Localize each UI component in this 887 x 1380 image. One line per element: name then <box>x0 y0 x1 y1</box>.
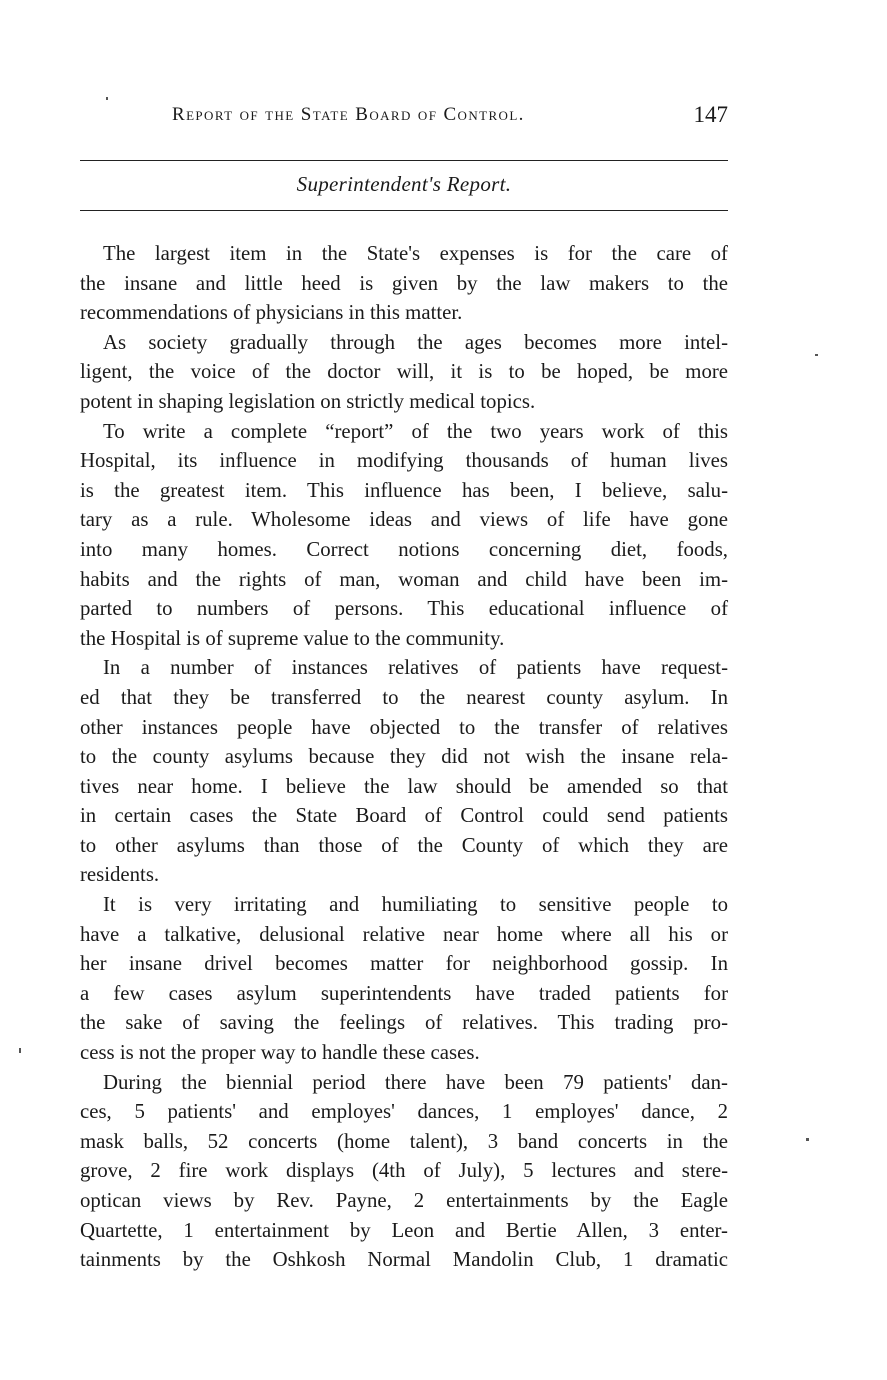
text-line: recommendations of physicians in this matter. <box>80 301 463 325</box>
text-line: The largest item in the State's expenses is for the care of <box>103 242 728 265</box>
text-line: During the biennial period there have been 79 patients' dan- <box>103 1070 728 1094</box>
text-line: In a number of instances relatives of patients have request- <box>103 656 728 680</box>
paragraph <box>80 1068 728 1275</box>
text-line: cess is not the proper way to handle these cases. <box>80 1041 480 1065</box>
text-line: It is very irritating and humiliating to sensitive people to <box>103 893 728 917</box>
paragraph <box>80 653 728 890</box>
text-line: Quartette, 1 entertainment by Leon and Bertie Allen, 3 enter- <box>80 1218 728 1242</box>
text-line: is the greatest item. This influence has been, I believe, salu- <box>80 478 728 502</box>
text-line: tives near home. I believe the law should be amended so that <box>80 774 728 798</box>
scan-speck <box>806 1138 809 1141</box>
scan-speck <box>106 97 108 100</box>
text-line: ligent, the voice of the doctor will, it is to be hoped, be more <box>80 360 728 384</box>
paragraph <box>80 239 728 328</box>
text-line: the Hospital is of supreme value to the community. <box>80 626 505 650</box>
text-line: habits and the rights of man, woman and child have been im- <box>80 567 728 591</box>
text-line: into many homes. Correct notions concerning diet, foods, <box>80 537 728 561</box>
text-line: residents. <box>80 863 160 887</box>
text-line: tary as a rule. Wholesome ideas and views of life have gone <box>80 508 728 532</box>
text-line: To write a complete “report” of the two years work of this <box>103 419 728 443</box>
paragraph <box>80 328 728 417</box>
text-line: to the county asylums because they did not wish the insane rela- <box>80 745 728 769</box>
scan-speck <box>815 354 818 356</box>
running-head <box>80 104 728 138</box>
text-line: her insane drivel becomes matter for neighborhood gossip. In <box>80 952 728 976</box>
running-title: Report of the State Board of Control. <box>172 104 525 125</box>
text-line: have a talkative, delusional relative near home where all his or <box>80 922 728 946</box>
text-line: mask balls, 52 concerts (home talent), 3 band concerts in the <box>80 1129 728 1153</box>
text-line: As society gradually through the ages becomes more intel- <box>103 330 728 354</box>
text-line: tainments by the Oshkosh Normal Mandolin Club, 1 dramatic <box>80 1248 728 1272</box>
paragraph <box>80 890 728 1068</box>
heading-rule-top <box>80 160 728 161</box>
text-line: a few cases asylum superintendents have traded patients for <box>80 981 728 1005</box>
text-line: parted to numbers of persons. This educational influence of <box>80 597 728 621</box>
text-line: the sake of saving the feelings of relatives. This trading pro- <box>80 1011 728 1035</box>
text-line: other instances people have objected to the transfer of relatives <box>80 715 728 739</box>
text-line: potent in shaping legislation on strictly medical topics. <box>80 389 536 413</box>
heading-rule-bottom <box>80 210 728 211</box>
text-line: optican views by Rev. Payne, 2 entertainments by the Eagle <box>80 1189 728 1212</box>
body-text <box>80 239 728 1275</box>
text-line: to other asylums than those of the County of which they are <box>80 833 728 857</box>
text-line: grove, 2 fire work displays (4th of July), 5 lectures and stere- <box>80 1159 728 1183</box>
section-heading: Superintendent's Report. <box>296 172 512 196</box>
text-line: Hospital, its influence in modifying thousands of human lives <box>80 449 728 473</box>
page-number: 147 <box>693 102 728 127</box>
paragraph <box>80 417 728 654</box>
scan-speck <box>19 1048 21 1053</box>
text-line: the insane and little heed is given by the law makers to the <box>80 271 728 295</box>
text-line: ed that they be transferred to the nearest county asylum. In <box>80 685 728 709</box>
text-line: ces, 5 patients' and employes' dances, 1 employes' dance, 2 <box>80 1100 728 1124</box>
text-line: in certain cases the State Board of Control could send patients <box>80 804 728 828</box>
